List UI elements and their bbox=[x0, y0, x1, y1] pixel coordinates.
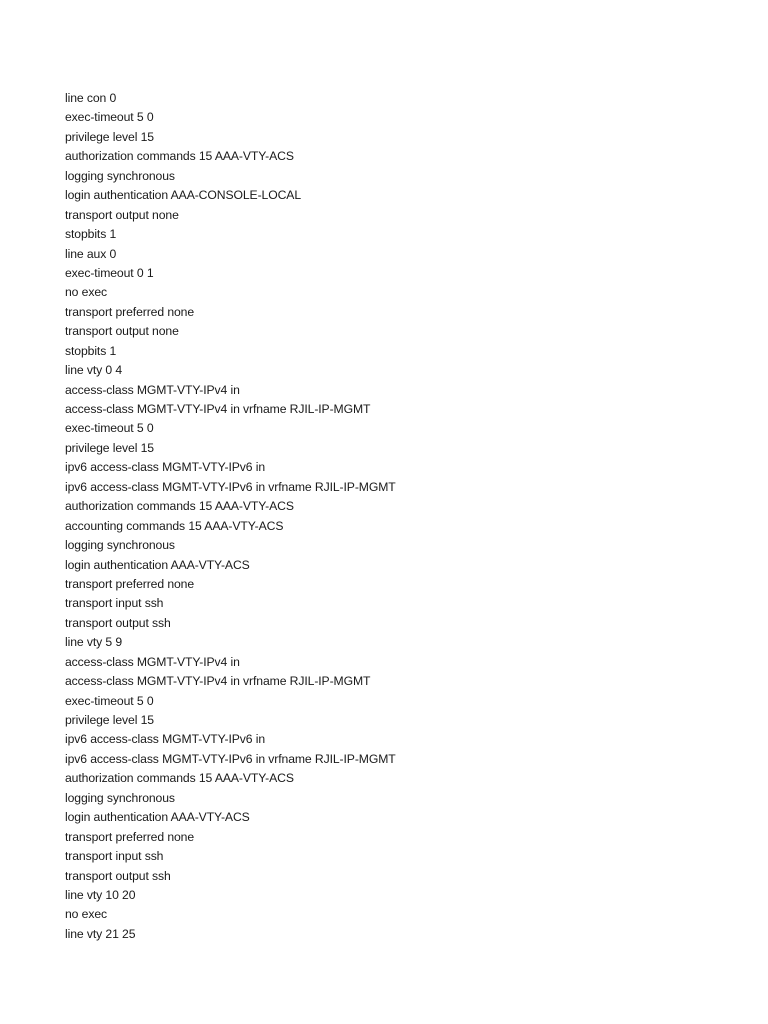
config-line: privilege level 15 bbox=[65, 129, 154, 144]
config-line: access-class MGMT-VTY-IPv4 in bbox=[65, 654, 240, 669]
config-line: line aux 0 bbox=[65, 246, 117, 261]
config-line: exec-timeout 5 0 bbox=[65, 693, 154, 708]
config-line: ipv6 access-class MGMT-VTY-IPv6 in bbox=[65, 732, 266, 747]
config-line: line vty 5 9 bbox=[65, 635, 123, 650]
config-line: exec-timeout 5 0 bbox=[65, 421, 154, 436]
config-line: transport output none bbox=[65, 207, 179, 222]
config-line: login authentication AAA-CONSOLE-LOCAL bbox=[65, 188, 302, 203]
config-line: transport input ssh bbox=[65, 596, 164, 611]
config-line: transport output ssh bbox=[65, 868, 171, 883]
config-line: no exec bbox=[65, 285, 107, 300]
config-line: login authentication AAA-VTY-ACS bbox=[65, 810, 250, 825]
config-line: line con 0 bbox=[65, 91, 117, 105]
config-line: stopbits 1 bbox=[65, 227, 117, 242]
config-line: logging synchronous bbox=[65, 168, 175, 183]
config-line: exec-timeout 0 1 bbox=[65, 265, 154, 280]
config-lines bbox=[65, 89, 396, 944]
config-line: accounting commands 15 AAA-VTY-ACS bbox=[65, 518, 284, 533]
config-line: line vty 0 4 bbox=[65, 363, 123, 378]
config-line: privilege level 15 bbox=[65, 713, 154, 727]
config-line: access-class MGMT-VTY-IPv4 in bbox=[65, 382, 240, 397]
config-line: stopbits 1 bbox=[65, 343, 117, 358]
config-line: transport preferred none bbox=[65, 829, 195, 844]
config-line: line vty 10 20 bbox=[65, 887, 136, 902]
config-line: access-class MGMT-VTY-IPv4 in vrfname RJIL-IP-MGMT bbox=[65, 402, 371, 416]
config-line: line vty 21 25 bbox=[65, 926, 136, 941]
config-line: transport input ssh bbox=[65, 849, 164, 864]
config-line: ipv6 access-class MGMT-VTY-IPv6 in vrfname RJIL-IP-MGMT bbox=[65, 479, 396, 494]
config-line: transport preferred none bbox=[65, 304, 195, 319]
config-line: transport output ssh bbox=[65, 615, 171, 630]
config-line: ipv6 access-class MGMT-VTY-IPv6 in bbox=[65, 460, 266, 475]
config-line: ipv6 access-class MGMT-VTY-IPv6 in vrfname RJIL-IP-MGMT bbox=[65, 751, 396, 766]
config-line: logging synchronous bbox=[65, 790, 175, 805]
config-line: access-class MGMT-VTY-IPv4 in vrfname RJIL-IP-MGMT bbox=[65, 674, 371, 689]
config-line: authorization commands 15 AAA-VTY-ACS bbox=[65, 771, 294, 786]
config-line: no exec bbox=[65, 907, 107, 922]
config-line: exec-timeout 5 0 bbox=[65, 110, 154, 125]
config-line: transport output none bbox=[65, 324, 179, 339]
config-line: transport preferred none bbox=[65, 576, 195, 591]
config-line: authorization commands 15 AAA-VTY-ACS bbox=[65, 149, 294, 164]
config-line: authorization commands 15 AAA-VTY-ACS bbox=[65, 499, 294, 514]
config-line: login authentication AAA-VTY-ACS bbox=[65, 557, 250, 572]
config-line: logging synchronous bbox=[65, 538, 175, 553]
config-line: privilege level 15 bbox=[65, 440, 154, 455]
